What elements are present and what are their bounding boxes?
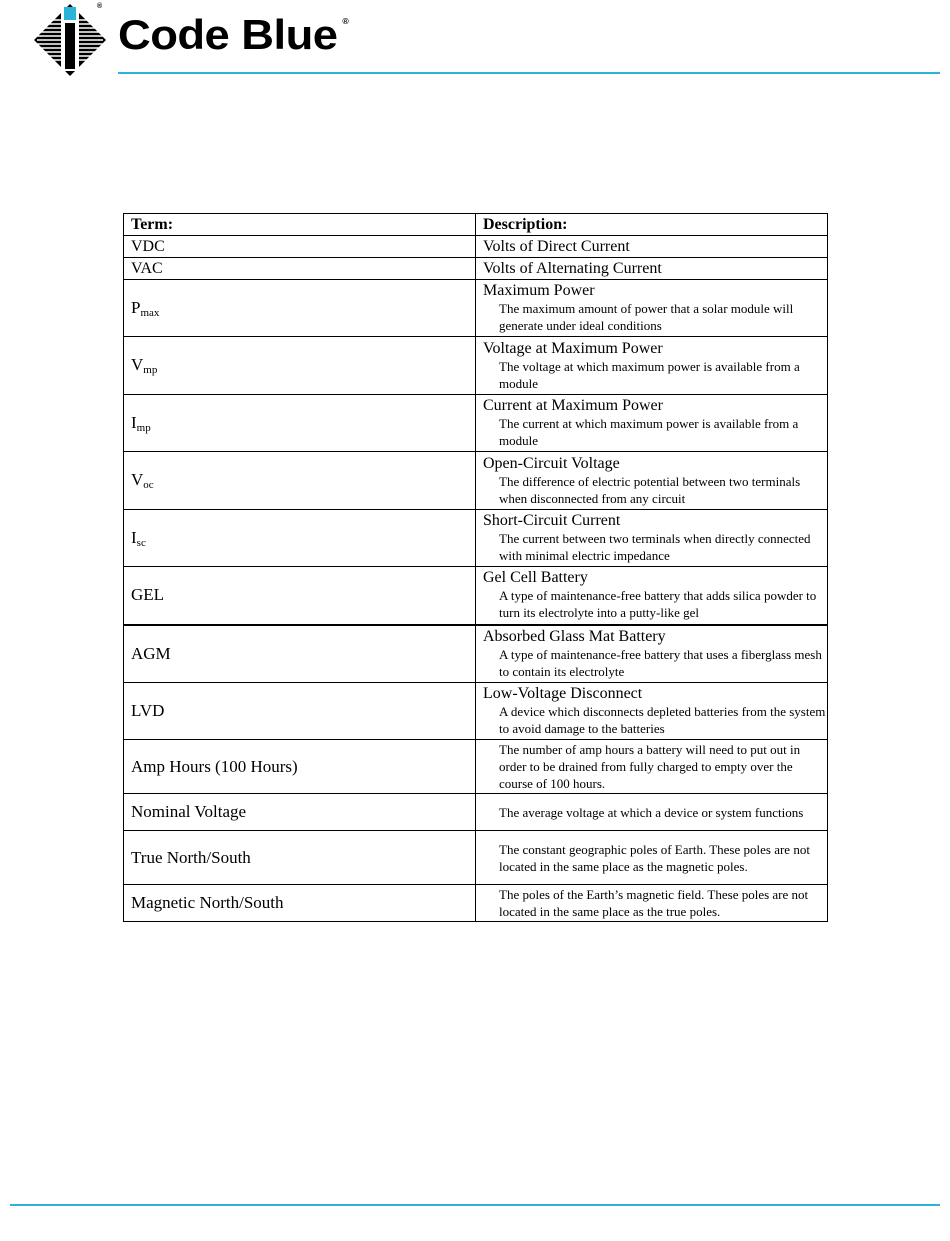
term-subscript: sc [136,536,146,549]
page-header [0,0,950,90]
table-row [124,625,828,683]
description-title: Absorbed Glass Mat Battery [483,627,666,645]
description-cell [476,280,828,337]
logo-registered-mark: ® [97,3,103,10]
table-row [124,740,828,794]
description-cell [476,885,828,922]
description-text: The constant geographic poles of Earth. These poles are not located in the same place as the magnetic poles. [499,841,810,874]
table-header-row [124,214,828,236]
description-text: The poles of the Earth’s magnetic field. These poles are not located in the same place as the true poles. [499,887,809,919]
glossary-table [123,213,828,922]
term-text: V [131,355,144,374]
table-row [124,885,828,922]
description-cell [476,452,828,510]
term-text: VDC [131,237,165,255]
description-text: A type of maintenance-free battery that adds silica powder to turn its electrolyte into a putty-like gel [499,588,817,621]
term-text: AGM [131,643,171,663]
brand-name [118,11,349,58]
description-cell [476,567,828,625]
glossary-rows [124,236,828,922]
term-text: LVD [131,701,165,720]
term-subscript: mp [136,421,151,434]
table-row [124,510,828,567]
description-cell [476,625,828,683]
description-title: Volts of Alternating Current [483,259,662,277]
term-subscript: mp [143,364,158,376]
description-title: Short-Circuit Current [483,512,621,529]
description-text: The difference of electric potential between two terminals when disconnected from any circuit [499,473,801,506]
term-cell [124,740,476,794]
description-title: Voltage at Maximum Power [483,339,663,357]
description-title: Open-Circuit Voltage [483,454,620,472]
description-cell [476,337,828,395]
footer-divider [10,1204,940,1206]
term-text: Magnetic North/South [131,893,284,912]
description-title: Gel Cell Battery [483,569,588,587]
term-text: V [131,470,144,489]
description-title: Current at Maximum Power [483,397,663,414]
description-cell [476,395,828,452]
term-cell [124,258,476,280]
description-title: Volts of Direct Current [483,237,630,255]
table-row [124,236,828,258]
table-row [124,452,828,510]
term-cell [124,794,476,831]
description-text: The current at which maximum power is available from a module [499,416,799,448]
header-divider [118,72,940,74]
term-cell [124,831,476,885]
term-cell [124,625,476,683]
table-row [124,280,828,337]
description-title: Low-Voltage Disconnect [483,685,643,702]
term-cell [124,510,476,567]
description-column-header: Description: [476,214,828,236]
term-text: Nominal Voltage [131,802,247,821]
table-row [124,395,828,452]
term-text: True North/South [131,847,251,867]
description-cell [476,794,828,831]
term-subscript: oc [143,479,154,491]
description-title: Maximum Power [483,282,595,299]
brand-registered-mark: ® [342,17,349,26]
table-row [124,258,828,280]
term-cell [124,683,476,740]
description-text: A device which disconnects depleted batteries from the system to avoid damage to the batteries [499,704,826,736]
description-cell [476,683,828,740]
description-text: The number of amp hours a battery will need to put out in order to be drained from fully charged to empty over the course of 100 hours. [499,742,801,791]
term-cell [124,452,476,510]
table-row [124,567,828,625]
description-text: The current between two terminals when directly connected with minimal electric impedance [499,531,811,563]
term-text: I [131,527,137,547]
term-text: VAC [131,259,163,277]
table-row [124,794,828,831]
term-cell [124,337,476,395]
description-text: A type of maintenance-free battery that uses a fiberglass mesh to contain its electrolyte [499,646,822,679]
code-blue-logo-icon [33,3,107,77]
description-cell [476,510,828,567]
term-text: GEL [131,585,165,605]
term-cell [124,280,476,337]
term-text: I [131,412,137,432]
table-row [124,831,828,885]
description-cell [476,236,828,258]
term-cell [124,395,476,452]
description-cell [476,258,828,280]
table-row [124,337,828,395]
description-text: The voltage at which maximum power is available from a module [499,358,800,391]
description-cell [476,740,828,794]
term-cell [124,885,476,922]
description-cell [476,831,828,885]
description-text: The average voltage at which a device or system functions [499,804,804,820]
term-subscript: max [140,306,160,319]
term-text: Amp Hours (100 Hours) [131,756,298,776]
term-column-header: Term: [124,214,476,236]
term-text: P [131,297,141,317]
table-row [124,683,828,740]
description-text: The maximum amount of power that a solar module will generate under ideal conditions [499,301,794,333]
brand-name-text: Code Blue [118,11,338,58]
term-cell [124,236,476,258]
term-cell [124,567,476,625]
